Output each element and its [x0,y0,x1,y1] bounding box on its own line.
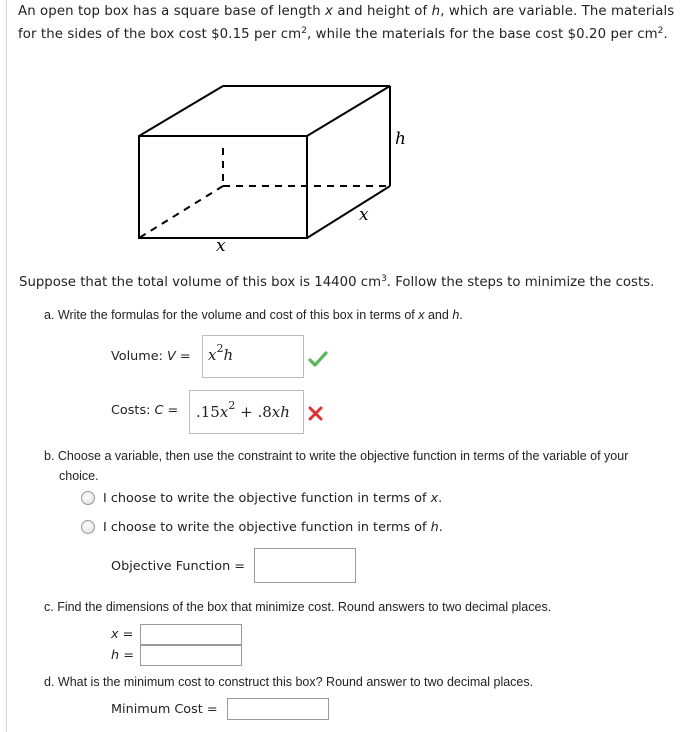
cost-label: Costs: C = [111,403,179,418]
hidden-edges [139,148,390,238]
volume-statement: Suppose that the total volume of this box is 14400 $cm^3$. Follow the steps to minimize the costs. [19,274,655,290]
part-d-prompt: d. What is the minimum cost to construct this box? Round answer to two decimal places. [44,675,534,689]
option-x-radio[interactable] [81,491,95,505]
x-answer-label: x = [111,627,134,642]
part-c-prompt: c. Find the dimensions of the box that minimize cost. Round answers to two decimal places. [44,600,552,614]
problem-intro: An open top box has a square base of length x and height of h, which are variable. The materials for the sides of the box cost $0.15 per $cm^2$, while the materials for the base cost $0.20 per $cm^2$. [18,4,675,42]
cost-answer-box[interactable] [189,390,304,434]
part-b-prompt-line2: choice. [59,469,99,483]
volume-label: Volume: V = [111,349,191,364]
x-answer-input[interactable] [140,624,242,645]
part-a-prompt: a. Write the formulas for the volume and cost of this box in terms of x and h. [44,308,463,322]
option-x-label[interactable]: I choose to write the objective function in terms of x. [103,491,443,506]
minimum-cost-input[interactable] [227,698,329,720]
part-b-prompt-line1: b. Choose a variable, then use the constraint to write the objective function in terms of the variable of your [44,449,629,463]
label-x-front: x [216,236,226,256]
volume-answer-box[interactable] [202,335,304,378]
objective-function-input[interactable] [254,548,356,583]
label-h: h [395,129,406,149]
box-figure [130,80,406,260]
objective-function-label: Objective Function = [111,559,245,574]
label-x-side: x [359,205,369,225]
minimum-cost-label: Minimum Cost = [111,702,218,717]
h-answer-label: h = [111,648,134,663]
h-answer-input[interactable] [140,645,242,666]
correct-check-icon [308,349,328,369]
option-h-radio[interactable] [81,520,95,534]
volume-answer: $x^2h$ [208,342,234,364]
cost-answer: $.15x^2 + .8xh$ [196,399,290,421]
incorrect-x-icon [306,404,326,424]
option-h-label[interactable]: I choose to write the objective function in terms of h. [103,520,443,535]
